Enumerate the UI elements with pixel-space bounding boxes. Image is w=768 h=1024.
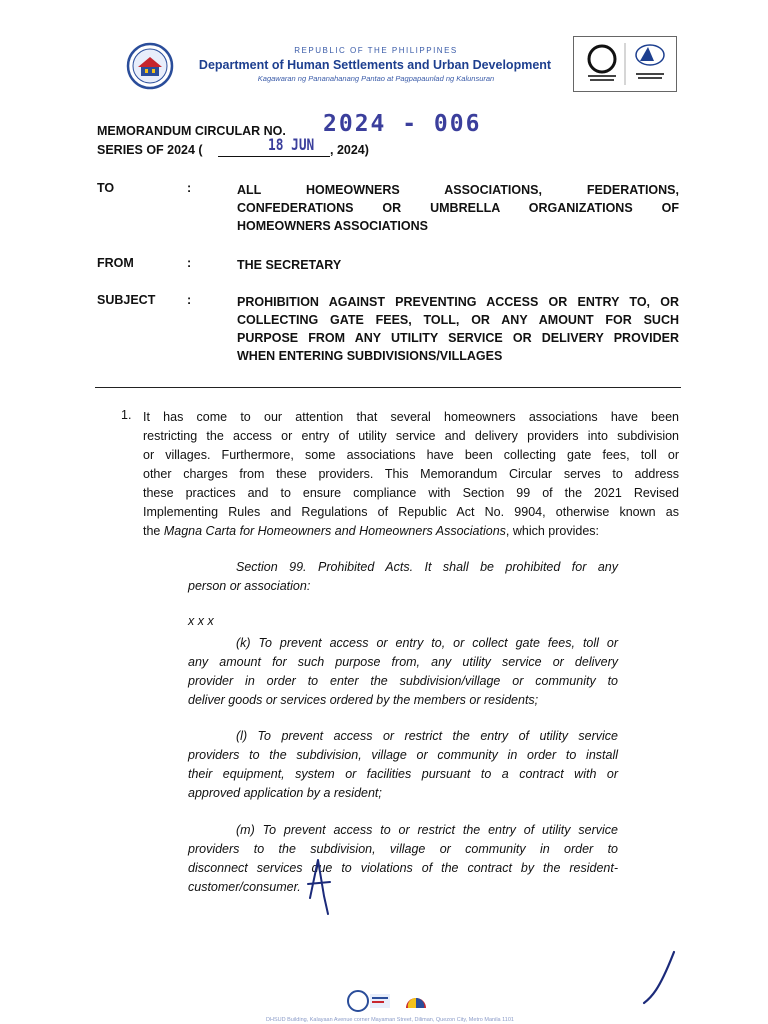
to-line: HOMEOWNERS ASSOCIATIONS <box>237 219 428 233</box>
pen-mark-icon <box>640 950 680 1005</box>
iso-certification-icon <box>573 36 677 92</box>
last-line-prefix: the <box>143 524 164 538</box>
to-recipients <box>237 181 679 235</box>
date-stamp: 18 JUN <box>268 135 315 154</box>
memo-number: 2024 - 006 <box>323 111 482 137</box>
quote-item-m <box>188 821 618 897</box>
header-divider <box>95 387 681 388</box>
quote-ellipsis: x x x <box>188 614 214 628</box>
quote-line: provider in order to enter the subdivision/village or community to <box>188 674 618 688</box>
quote-line: (m) To prevent access to or restrict the entry of utility service <box>236 823 618 837</box>
footer-address: DHSUD Building, Kalayaan Avenue corner Mayaman Street, Diliman, Quezon City, Metro Manila 1101 <box>266 1017 514 1023</box>
quote-line: their equipment, system or facilities pursuant to a contract with or <box>188 767 618 781</box>
quote-line: any amount for such purpose from, any utility service or delivery <box>188 655 618 669</box>
quote-line: Section 99. Prohibited Acts. It shall be prohibited for any <box>236 560 618 574</box>
quote-line: approved application by a resident; <box>188 786 382 800</box>
subject-line: COLLECTING GATE FEES, TOLL, OR ANY AMOUNT FOR SUCH <box>237 313 679 327</box>
to-line: ALL HOMEOWNERS ASSOCIATIONS, FEDERATIONS, <box>237 183 679 197</box>
quote-line: person or association: <box>188 579 311 593</box>
republic-heading: REPUBLIC OF THE PHILIPPINES <box>294 46 458 55</box>
subject-line: PURPOSE FROM ANY UTILITY SERVICE OR DELIVERY PROVIDER <box>237 331 679 345</box>
date-blank-line <box>218 156 330 157</box>
subject-line: PROHIBITION AGAINST PREVENTING ACCESS OR ENTRY TO, OR <box>237 295 679 309</box>
paragraph-line: other charges from these providers. This Memorandum Circular serves to address <box>143 467 679 481</box>
from-colon: : <box>187 256 192 270</box>
quote-line: deliver goods or services ordered by the members or residents; <box>188 693 539 707</box>
from-label: FROM <box>97 256 134 270</box>
department-motto: Kagawaran ng Pananahanang Pantao at Pagpapaunlad ng Kalunsuran <box>257 74 495 83</box>
last-line-suffix: , which provides: <box>505 524 600 538</box>
series-suffix: , 2024) <box>330 143 369 157</box>
department-name: Department of Human Settlements and Urban Development <box>198 58 552 72</box>
subject-label: SUBJECT <box>97 293 156 307</box>
footer-logos-icon <box>346 988 432 1014</box>
quote-line: providers to the subdivision, village or community in order to install <box>188 748 618 762</box>
quote-section-99 <box>188 558 618 596</box>
paragraph-last-line <box>143 522 679 541</box>
to-label: TO <box>97 181 115 195</box>
quote-line: customer/consumer. <box>188 880 301 894</box>
dhsud-seal-icon <box>126 42 174 90</box>
memo-circular-label: MEMORANDUM CIRCULAR NO. <box>97 124 286 138</box>
magna-carta-title: Magna Carta for Homeowners and Homeowners Associations <box>163 524 506 538</box>
paragraph-number: 1. <box>121 408 132 422</box>
quote-line: (k) To prevent access or entry to, or collect gate fees, toll or <box>236 636 618 650</box>
quote-line: (l) To prevent access or restrict the entry of utility service <box>236 729 618 743</box>
paragraph-line: restricting the access or entry of utility service and delivery providers into subdivision <box>143 429 679 443</box>
quote-line: disconnect services due to violations of the contract by the resident- <box>188 861 618 875</box>
paragraph-line: or villages. Furthermore, some associations have been collecting gate fees, toll or <box>143 448 679 462</box>
initial-signature-icon <box>300 858 340 918</box>
to-colon: : <box>187 181 192 195</box>
series-prefix: SERIES OF 2024 ( <box>97 143 203 157</box>
paragraph-1 <box>143 408 679 541</box>
subject-line: WHEN ENTERING SUBDIVISIONS/VILLAGES <box>237 349 503 363</box>
quote-line: providers to the subdivision, village or community in order to <box>188 842 618 856</box>
paragraph-line: these practices and to ensure compliance with Section 99 of the 2021 Revised <box>143 486 679 500</box>
quote-item-l <box>188 727 618 803</box>
to-line: CONFEDERATIONS OR UMBRELLA ORGANIZATIONS OF <box>237 201 679 215</box>
paragraph-line: It has come to our attention that several homeowners associations have been <box>143 410 679 424</box>
subject-text <box>237 293 679 365</box>
subject-colon: : <box>187 293 192 307</box>
quote-item-k <box>188 634 618 710</box>
paragraph-line: Implementing Rules and Regulations of Republic Act No. 9904, otherwise known as <box>143 505 679 519</box>
from-value: THE SECRETARY <box>237 258 342 272</box>
